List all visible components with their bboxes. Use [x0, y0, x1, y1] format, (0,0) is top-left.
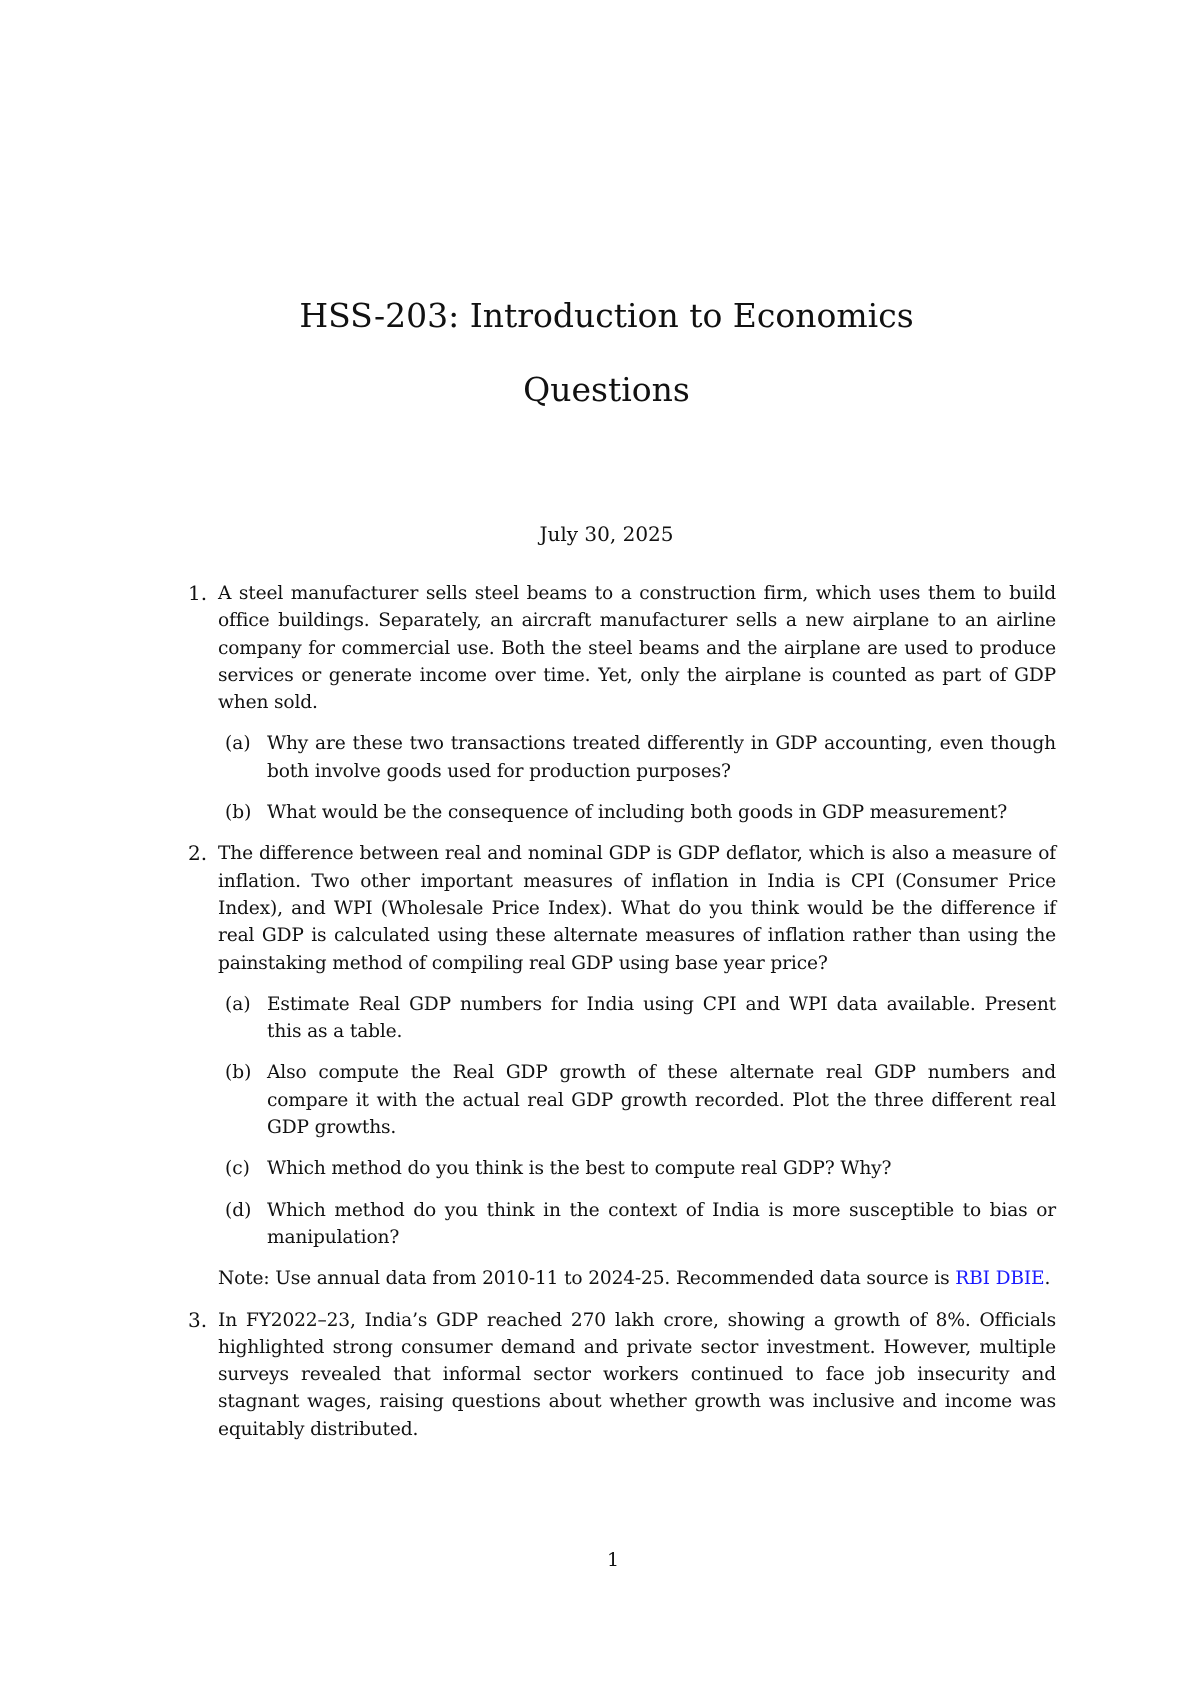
question-2-part-b [225, 1059, 1056, 1141]
document-date: July 30, 2025 [539, 522, 674, 546]
question-2 [188, 840, 1056, 1292]
note-text: Note: Use annual data from 2010-11 to 2024-25. Recommended data source is [218, 1268, 956, 1290]
question-2-part-c [225, 1155, 1056, 1182]
question-number: 2. [188, 841, 208, 866]
question-3 [188, 1307, 1056, 1443]
part-label: (a) [225, 733, 251, 755]
question-2-part-d [225, 1197, 1056, 1252]
question-number: 1. [188, 581, 208, 605]
question-text: The difference between real and nominal GDP is GDP deflator, which is also a measure of inflation. Two other important measures of inflation in India is CPI (Consumer Price Index), and WPI (Wholesale Price Index). What do you think would be the difference if real GDP is calculated using these alternate measures of inflation rather than using the painstaking method of compiling real GDP using base year price? [218, 843, 1056, 974]
part-text: Which method do you think in the context of India is more susceptible to bias or manipulation? [267, 1199, 1056, 1248]
question-text: In FY2022–23, India’s GDP reached 270 lakh crore, showing a growth of 8%. Officials highlighted strong consumer demand and private sector investment. However, multiple surveys revealed that informal sector workers continued to face job insecurity and stagnant wages, raising questions about whether growth was inclusive and income was equitably distributed. [218, 1309, 1056, 1440]
page-number: 1 [606, 1549, 620, 1571]
question-2-part-a [225, 991, 1056, 1046]
part-text: Also compute the Real GDP growth of these alternate real GDP numbers and compare it with the actual real GDP growth recorded. Plot the three different real GDP growths. [267, 1062, 1056, 1139]
part-text: Why are these two transactions treated differently in GDP accounting, even though both involve goods used for production purposes? [267, 733, 1056, 782]
rbi-dbie-link[interactable]: RBI DBIE [955, 1268, 1045, 1290]
question-1-part-a [225, 730, 1056, 785]
part-text: Which method do you think is the best to compute real GDP? Why? [267, 1158, 892, 1180]
data-source-note [218, 1265, 1056, 1292]
part-label: (b) [225, 802, 252, 824]
part-label: (b) [225, 1062, 252, 1084]
question-text: A steel manufacturer sells steel beams to a construction firm, which uses them to build office buildings. Separately, an aircraft manufacturer sells a new airplane to an airline company for commercial use. Both the steel beams and the airplane are used to produce services or generate income over time. Yet, only the airplane is counted as part of GDP when sold. [218, 583, 1056, 714]
question-number: 3. [188, 1307, 208, 1332]
part-text: What would be the consequence of including both goods in GDP measurement? [267, 802, 1008, 824]
question-list [0, 580, 1200, 1443]
question-1-part-b [225, 799, 1056, 826]
part-label: (d) [225, 1199, 252, 1221]
part-text: Estimate Real GDP numbers for India using CPI and WPI data available. Present this as a table. [267, 993, 1056, 1043]
document-title: HSS-203: Introduction to Economics [299, 296, 914, 335]
question-1 [188, 580, 1056, 826]
part-label: (a) [225, 993, 251, 1015]
part-label: (c) [225, 1158, 250, 1180]
document-subtitle: Questions [523, 370, 690, 409]
note-suffix: . [1044, 1268, 1051, 1290]
